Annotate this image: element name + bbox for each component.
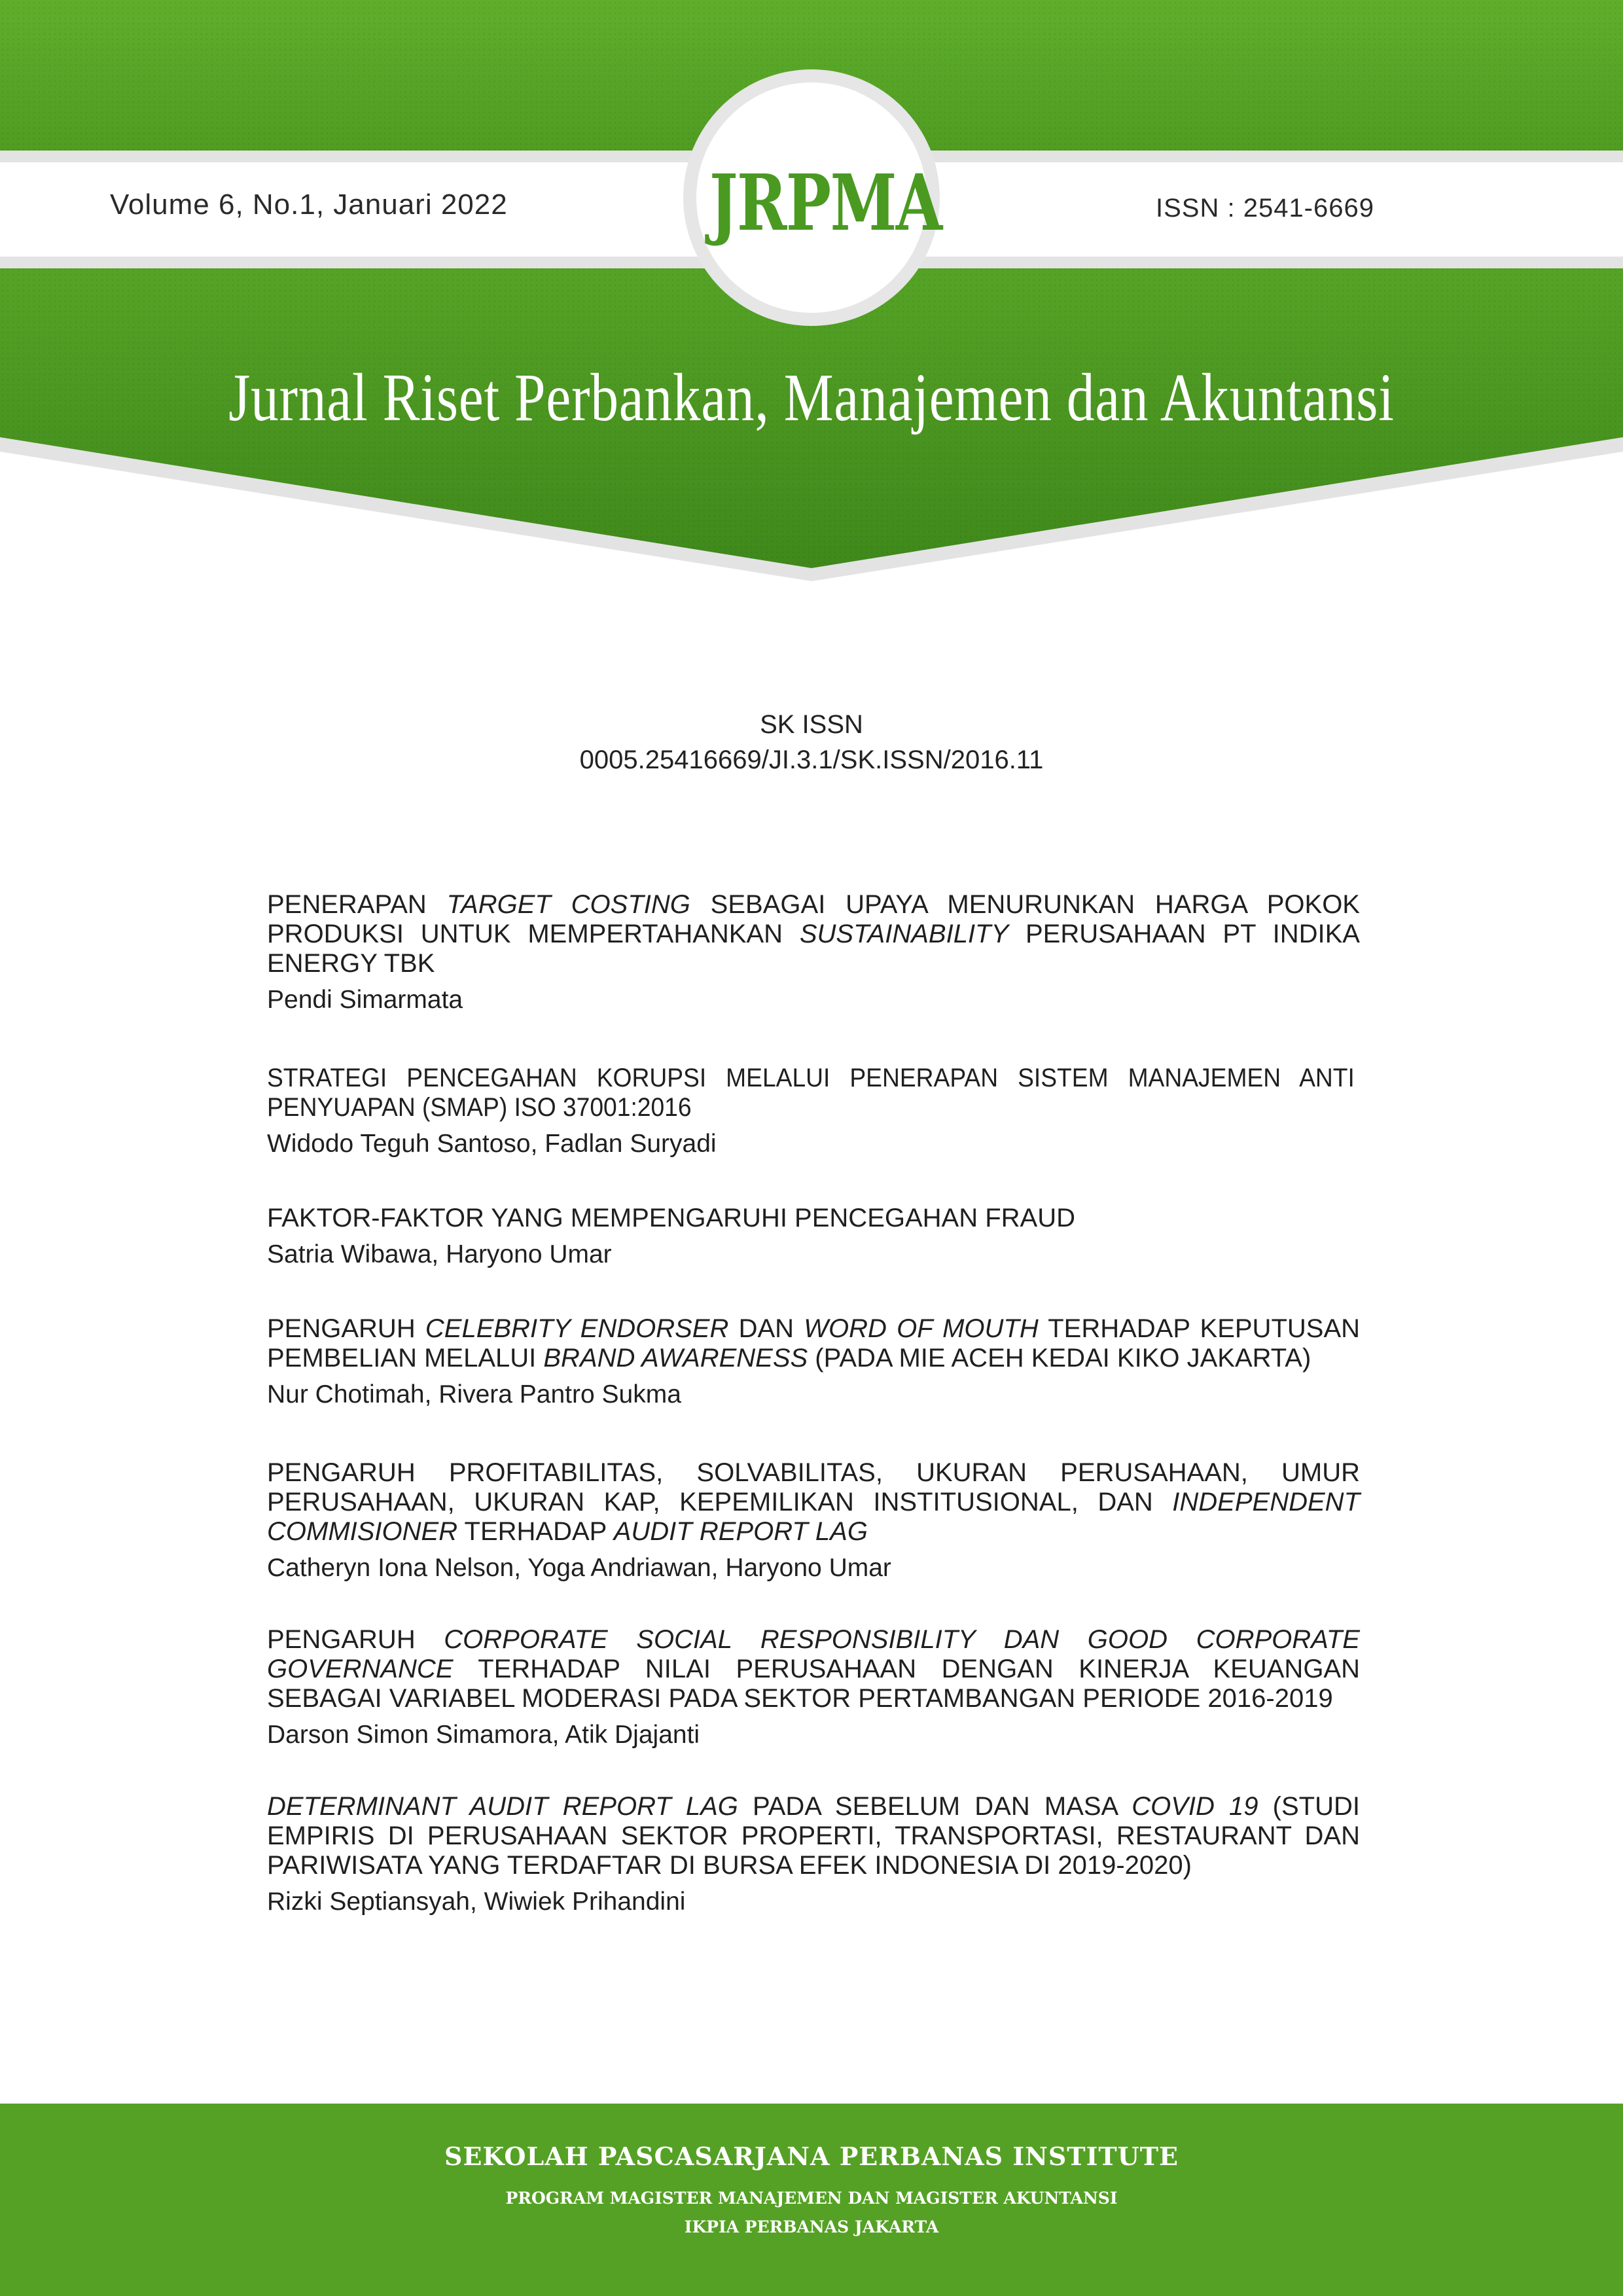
article-authors: Rizki Septiansyah, Wiwiek Prihandini xyxy=(267,1888,686,1916)
article-title-part: CORPORATE SOCIAL RESPONSIBILITY DAN GOOD CORPORATE GOVERNANCE xyxy=(267,1625,1360,1683)
article-title xyxy=(267,1204,1360,1233)
journal-logo: JRPMA xyxy=(709,157,942,248)
article-title-part: PENGARUH PROFITABILITAS, SOLVABILITAS, UKURAN PERUSAHAAN, UMUR PERUSAHAAN, UKURAN KAP, KEPEMILIKAN INSTITUSIONAL, DAN xyxy=(267,1458,1360,1516)
footer-institution: SEKOLAH PASCASARJANA PERBANAS INSTITUTE xyxy=(444,2142,1179,2171)
article-title-part: CELEBRITY ENDORSER xyxy=(425,1314,729,1343)
article-title-part: COVID 19 xyxy=(1132,1792,1258,1821)
article-entry xyxy=(267,1625,1360,1751)
article-title-part: TERHADAP KEPUTUSAN PEMBELIAN MELALUI xyxy=(267,1314,1361,1372)
article-title-part: PENERAPAN xyxy=(267,890,447,919)
article-title-part: INDEPENDENT COMMISIONER xyxy=(267,1488,1360,1546)
article-title-part: PADA SEBELUM DAN MASA xyxy=(738,1792,1132,1821)
article-title-part: SEBAGAI UPAYA MENURUNKAN HARGA POKOK PRODUKSI UNTUK MEMPERTAHANKAN xyxy=(267,890,1360,948)
footer-school: IKPIA PERBANAS JAKARTA xyxy=(684,2217,939,2236)
article-authors: Darson Simon Simamora, Atik Djajanti xyxy=(267,1721,700,1749)
article-title xyxy=(267,1458,1360,1547)
article-entry xyxy=(267,1064,1360,1160)
article-authors: Pendi Simarmata xyxy=(267,986,463,1014)
article-title-part: PENGARUH xyxy=(267,1314,425,1343)
article-entry xyxy=(267,890,1360,1016)
article-title-part: FAKTOR-FAKTOR YANG MEMPENGARUHI PENCEGAHAN FRAUD xyxy=(267,1204,1075,1232)
article-title-part: STRATEGI PENCEGAHAN KORUPSI MELALUI PENERAPAN SISTEM MANAJEMEN ANTI PENYUAPAN (SMAP) ISO 37001:2016 xyxy=(267,1064,1355,1122)
article-title xyxy=(267,1792,1360,1880)
table-of-contents xyxy=(267,890,1360,1918)
article-title-part: DAN xyxy=(728,1314,804,1343)
article-authors: Satria Wibawa, Haryono Umar xyxy=(267,1240,612,1268)
volume-info: Volume 6, No.1, Januari 2022 xyxy=(110,188,508,221)
article-title xyxy=(267,1314,1360,1373)
article-title-part: SUSTAINABILITY xyxy=(799,920,1009,948)
article-title-part: TERHADAP NILAI PERUSAHAAN DENGAN KINERJA KEUANGAN SEBAGAI VARIABEL MODERASI PADA SEKTOR PERTAMBANGAN PERIODE 2016-2019 xyxy=(267,1655,1360,1713)
footer-program: PROGRAM MAGISTER MANAJEMEN DAN MAGISTER AKUNTANSI xyxy=(505,2189,1118,2208)
article-title-part: (PADA MIE ACEH KEDAI KIKO JAKARTA) xyxy=(808,1344,1311,1372)
header-banner xyxy=(0,0,1623,589)
sk-issn-block xyxy=(0,707,1623,778)
article-title-part: BRAND AWARENESS xyxy=(543,1344,808,1372)
article-entry xyxy=(267,1458,1360,1585)
article-title-part: WORD OF MOUTH xyxy=(804,1314,1039,1343)
article-title-part: (STUDI EMPIRIS DI PERUSAHAAN SEKTOR PROPERTI, TRANSPORTASI, RESTAURANT DAN PARIWISATA YANG TERDAFTAR DI BURSA EFEK INDONESIA DI 2019-2020) xyxy=(267,1792,1360,1880)
article-title-part: TERHADAP xyxy=(457,1517,614,1546)
sk-issn-number: 0005.25416669/JI.3.1/SK.ISSN/2016.11 xyxy=(579,745,1044,774)
article-authors: Widodo Teguh Santoso, Fadlan Suryadi xyxy=(267,1130,717,1158)
article-title xyxy=(267,1064,1355,1122)
issn-number: ISSN : 2541-6669 xyxy=(1156,194,1374,223)
article-title-part: TARGET COSTING xyxy=(446,890,690,919)
article-title xyxy=(267,1625,1360,1713)
article-entry xyxy=(267,1314,1360,1411)
article-authors: Catheryn Iona Nelson, Yoga Andriawan, Haryono Umar xyxy=(267,1554,891,1582)
article-entry xyxy=(267,1792,1360,1918)
article-title-part: PERUSAHAAN PT INDIKA ENERGY TBK xyxy=(267,920,1360,978)
article-entry xyxy=(267,1204,1360,1271)
article-title xyxy=(267,890,1360,978)
sk-issn-label: SK ISSN xyxy=(760,710,863,739)
article-title-part: PENGARUH xyxy=(267,1625,444,1654)
journal-title: Jurnal Riset Perbankan, Manajemen dan Akuntansi xyxy=(228,360,1395,435)
article-title-part: AUDIT REPORT LAG xyxy=(613,1517,868,1546)
article-title-part: DETERMINANT AUDIT REPORT LAG xyxy=(267,1792,738,1821)
article-authors: Nur Chotimah, Rivera Pantro Sukma xyxy=(267,1380,681,1408)
